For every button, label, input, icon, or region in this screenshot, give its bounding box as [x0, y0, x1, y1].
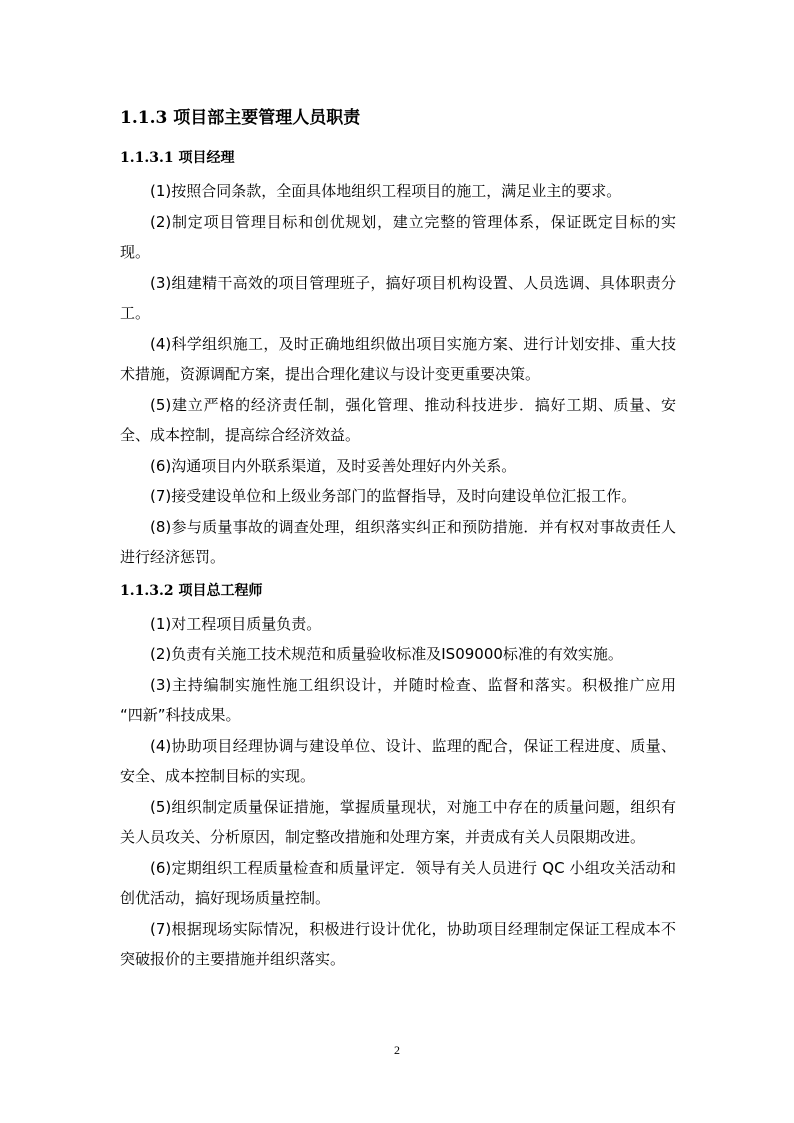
- paragraph: (3)主持编制实施性施工组织设计，并随时检查、监督和落实。积极推广应用 “四新”科技成果。: [120, 675, 676, 724]
- document-content: [120, 104, 676, 975]
- paragraph: (5)建立严格的经济责任制，强化管理、推动科技进步．搞好工期、质量、安全、成本控制，提高综合经济效益。: [120, 395, 676, 444]
- page-number: 2: [394, 1043, 400, 1057]
- paragraph: (3)组建精干高效的项目管理班子，搞好项目机构设置、人员选调、具体职责分工。: [120, 273, 676, 322]
- paragraph: (5)组织制定质量保证措施，掌握质量现状，对施工中存在的质量问题，组织有关人员攻关、分析原因，制定整改措施和处理方案，并责成有关人员限期改进。: [120, 797, 676, 846]
- paragraph: (1)对工程项目质量负责。: [150, 614, 322, 633]
- paragraph: (7)根据现场实际情况，积极进行设计优化，协助项目经理制定保证工程成本不突破报价的主要措施并组织落实。: [120, 919, 676, 968]
- paragraph: (4)科学组织施工，及时正确地组织做出项目实施方案、进行计划安排、重大技术措施，资源调配方案，提出合理化建议与设计变更重要决策。: [120, 334, 676, 383]
- subsection-title-project-manager: 1.1.3.1 项目经理: [120, 150, 235, 166]
- paragraph: (2)制定项目管理目标和创优规划，建立完整的管理体系，保证既定目标的实现。: [120, 212, 676, 261]
- section-title: 1.1.3 项目部主要管理人员职责: [120, 108, 361, 128]
- paragraph: (6)沟通项目内外联系渠道，及时妥善处理好内外关系。: [150, 456, 517, 475]
- paragraph: (6)定期组织工程质量检查和质量评定．领导有关人员进行 QC 小组攻关活动和创优活动，搞好现场质量控制。: [120, 858, 676, 907]
- subsection-title-chief-engineer: 1.1.3.2 项目总工程师: [120, 582, 263, 599]
- paragraph: (8)参与质量事故的调查处理，组织落实纠正和预防措施．并有权对事故责任人进行经济惩罚。: [120, 517, 676, 566]
- paragraph: (7)接受建设单位和上级业务部门的监督指导，及时向建设单位汇报工作。: [150, 487, 637, 505]
- paragraph: (1)按照合同条款，全面具体地组织工程项目的施工，满足业主的要求。: [150, 182, 622, 200]
- paragraph: (4)协助项目经理协调与建设单位、设计、监理的配合，保证工程进度、质量、安全、成本控制目标的实现。: [120, 736, 676, 785]
- paragraph: (2)负责有关施工技术规范和质量验收标准及IS09000标准的有效实施。: [150, 645, 623, 663]
